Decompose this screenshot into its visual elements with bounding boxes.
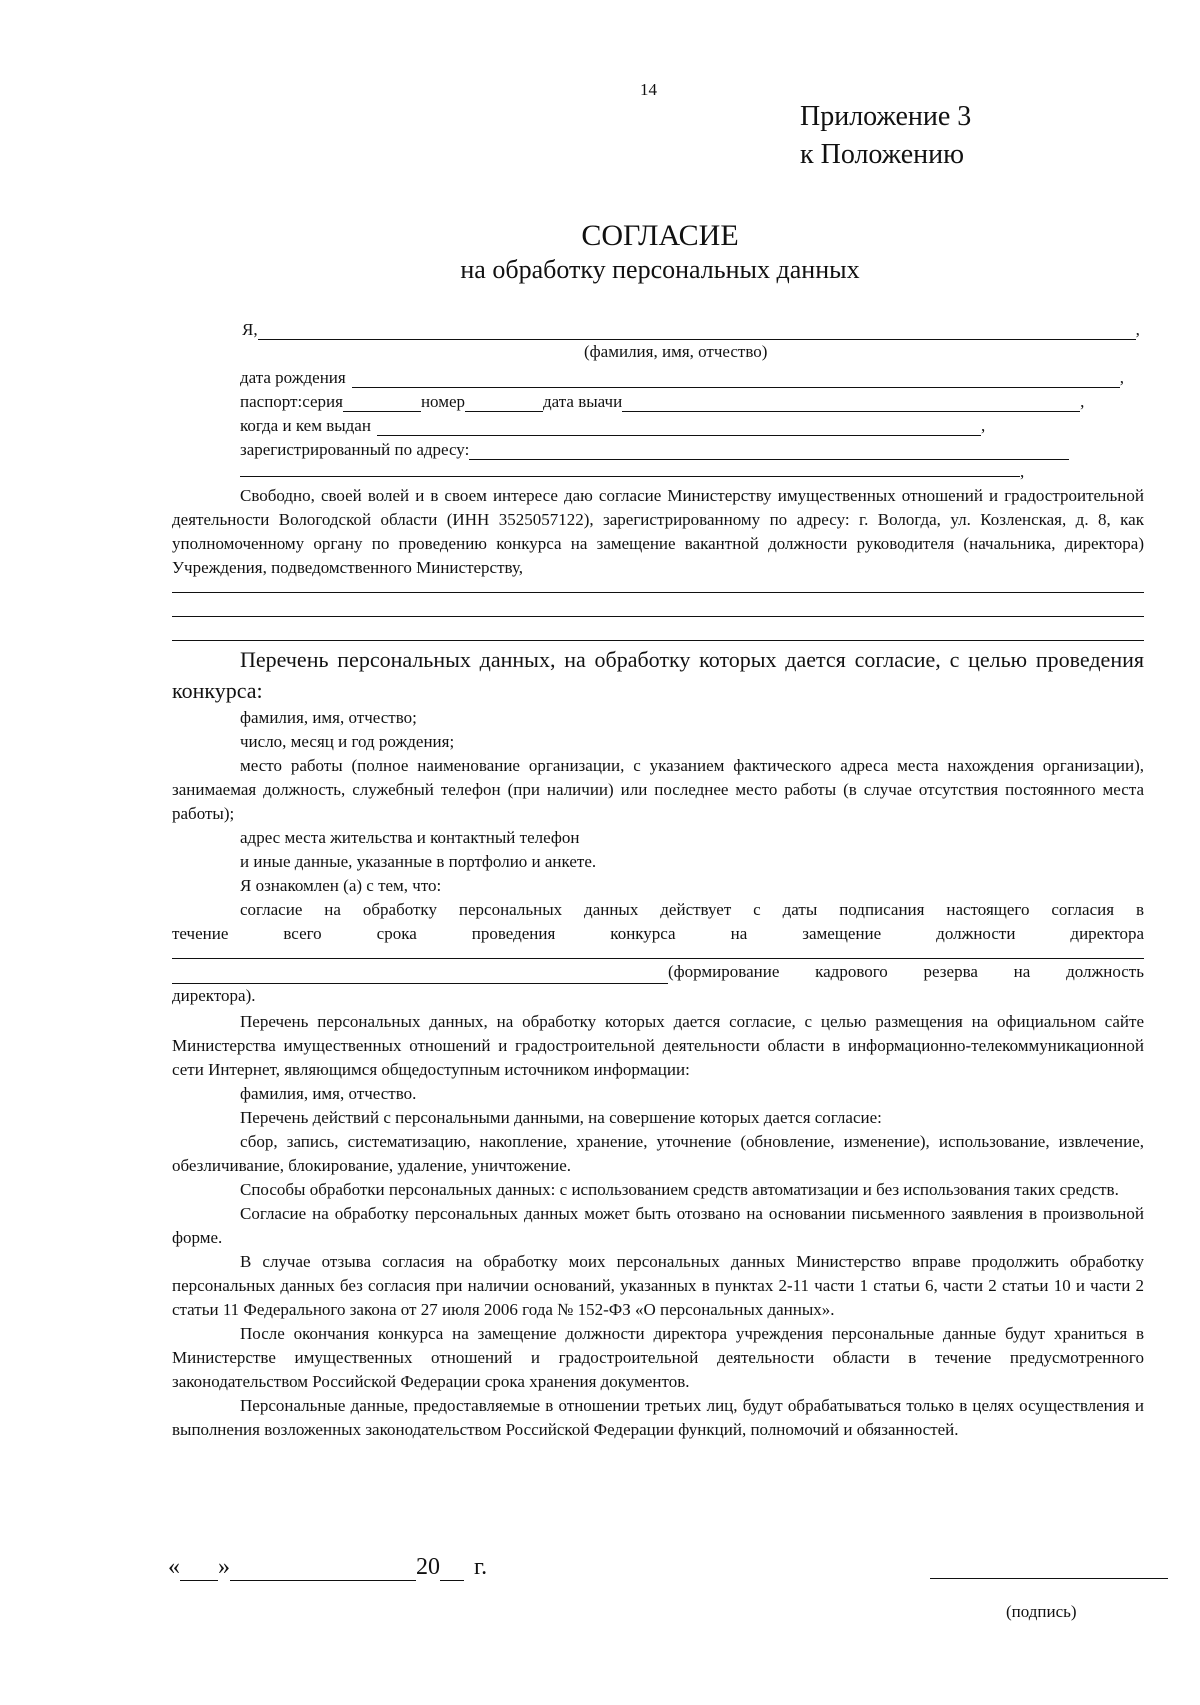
- year-field[interactable]: [440, 1558, 464, 1581]
- date-block: [168, 1554, 487, 1581]
- consent-intro: [172, 484, 1144, 580]
- list1-heading: Перечень персональных данных, на обработку которых дается согласие, с целью проведения конкурса:: [172, 647, 1144, 703]
- year-suffix: г.: [474, 1554, 488, 1580]
- list2-heading: Перечень персональных данных, на обработку которых дается согласие, с целью размещения на официальном сайте Министерства имущественных отношений и градостроительной деятельности области в информационно-телекоммуникационной сети Интернет, являющимся общедоступным источником информации:: [172, 1012, 1144, 1079]
- appendix-line-1: Приложение 3: [800, 101, 972, 132]
- validity-line-4: директора).: [172, 986, 256, 1005]
- fio-caption: (фамилия, имя, отчество): [584, 342, 768, 361]
- date-open-quote: «: [168, 1554, 180, 1580]
- paragraph-storage: После окончания конкурса на замещение должности директора учреждения персональные данные будут храниться в Министерстве имущественных отношений и градостроительной деятельности области в течение предусмотренного законодательством Российской Федерации срока хранения документов.: [172, 1324, 1144, 1391]
- fio-field[interactable]: [258, 323, 1136, 340]
- list1-item-work: место работы (полное наименование организации, с указанием фактического адреса места нахождения организации), занимаемая должность, служебный телефон (при наличии) или последнее место работы (в случае отсутствия постоянного места работы);: [172, 756, 1144, 823]
- validity-line-1: согласие на обработку персональных данных действует с даты подписания настоящего согласия в: [240, 900, 1144, 919]
- blank-line-position[interactable]: [172, 958, 1144, 959]
- i-label: Я,: [242, 320, 258, 339]
- consent-intro-text: Свободно, своей волей и в своем интересе даю согласие Министерству имущественных отношений и градостроительной деятельности Вологодской области (ИНН 3525057122), зарегистрированному по адресу: г. Вологда, ул. Козленская, д. 8, как уполномоченному органу по проведению конкурса на замещение вакантной должности руководителя (начальника, директора) Учреждения, подведомственного Министерству,: [172, 486, 1144, 577]
- consent-body: [172, 1010, 1144, 1442]
- issued-by-row: когда и кем выдан ,: [240, 416, 986, 435]
- appendix-line-2: к Положению: [800, 139, 965, 170]
- personal-data-list-contest: [172, 644, 1144, 946]
- validity-continuation: [172, 960, 1144, 1008]
- paragraph-revocation: Согласие на обработку персональных данных может быть отозвано на основании письменного заявления в произвольной форме.: [172, 1204, 1144, 1247]
- day-field[interactable]: [180, 1558, 218, 1581]
- date-close-quote: »: [218, 1554, 230, 1580]
- address-field[interactable]: [469, 443, 1069, 460]
- validity-line-2: течение всего срока проведения конкурса на замещение должности директора: [172, 924, 1144, 943]
- list1-item-birth: число, месяц и год рождения;: [240, 732, 455, 751]
- year-prefix: 20: [416, 1554, 440, 1580]
- signature-field[interactable]: [930, 1578, 1168, 1579]
- passport-series-field[interactable]: [343, 395, 421, 412]
- list1-item-address: адрес места жительства и контактный телефон: [240, 828, 580, 847]
- passport-row: паспорт:серия номер дата выачи ,: [240, 392, 1085, 411]
- page-number: 14: [640, 80, 657, 99]
- blank-line-3[interactable]: [172, 640, 1144, 641]
- passport-number-field[interactable]: [465, 395, 543, 412]
- list1-item-other: и иные данные, указанные в портфолио и анкете.: [240, 852, 597, 871]
- birth-label: дата рождения: [240, 368, 346, 387]
- personal-info-form: [172, 318, 1200, 468]
- issued-by-field[interactable]: [377, 419, 981, 436]
- address-field-line-2[interactable]: [240, 476, 1020, 477]
- birth-row: дата рождения ,: [240, 368, 1124, 387]
- issue-date-field[interactable]: [622, 395, 1080, 412]
- paragraph-processing-methods: Способы обработки персональных данных: с использованием средств автоматизации и без использования таких средств.: [240, 1180, 1119, 1199]
- month-field[interactable]: [230, 1558, 416, 1581]
- address-label: зарегистрированный по адресу:: [240, 440, 470, 459]
- acknowledgement: Я ознакомлен (а) с тем, что:: [240, 876, 442, 895]
- document-subtitle: на обработку персональных данных: [460, 255, 860, 284]
- list1-item-fio: фамилия, имя, отчество;: [240, 708, 417, 727]
- actions-list: сбор, запись, систематизацию, накопление, хранение, уточнение (обновление, изменение), использование, извлечение, обезличивание, блокирование, удаление, уничтожение.: [172, 1132, 1144, 1175]
- signature-caption: (подпись): [1006, 1602, 1077, 1621]
- actions-heading: Перечень действий с персональными данными, на совершение которых дается согласие:: [240, 1108, 882, 1127]
- blank-line-2[interactable]: [172, 616, 1144, 617]
- birth-date-field[interactable]: [352, 371, 1120, 388]
- list2-item-fio: фамилия, имя, отчество.: [240, 1084, 417, 1103]
- paragraph-revocation-consequences: В случае отзыва согласия на обработку моих персональных данных Министерство вправе продолжить обработку персональных данных без согласия при наличии оснований, указанных в пунктах 2-11 части 1 статьи 6, части 2 статьи 10 и части 2 статьи 11 Федерального закона от 27 июля 2006 года № 152-ФЗ «О персональных данных».: [172, 1252, 1144, 1319]
- position-field[interactable]: [172, 967, 668, 984]
- issue-date-label: дата выачи: [543, 392, 623, 411]
- paragraph-third-parties: Персональные данные, предоставляемые в отношении третьих лиц, будут обрабатываться только в целях осуществления и выполнения возложенных законодательством Российской Федерации функций, полномочий и обязанностей.: [172, 1396, 1144, 1439]
- address-row: [240, 438, 1069, 460]
- appendix-reference: [800, 98, 971, 174]
- document-title: СОГЛАСИЕ: [581, 219, 739, 252]
- passport-series-label: паспорт:серия: [240, 392, 343, 411]
- blank-line-1[interactable]: [172, 592, 1144, 593]
- issued-by-label: когда и кем выдан: [240, 416, 371, 435]
- fio-row: Я, ,: [242, 320, 1140, 339]
- validity-line-3: (формирование кадрового резерва на должность: [668, 962, 1144, 981]
- passport-number-label: номер: [420, 392, 466, 411]
